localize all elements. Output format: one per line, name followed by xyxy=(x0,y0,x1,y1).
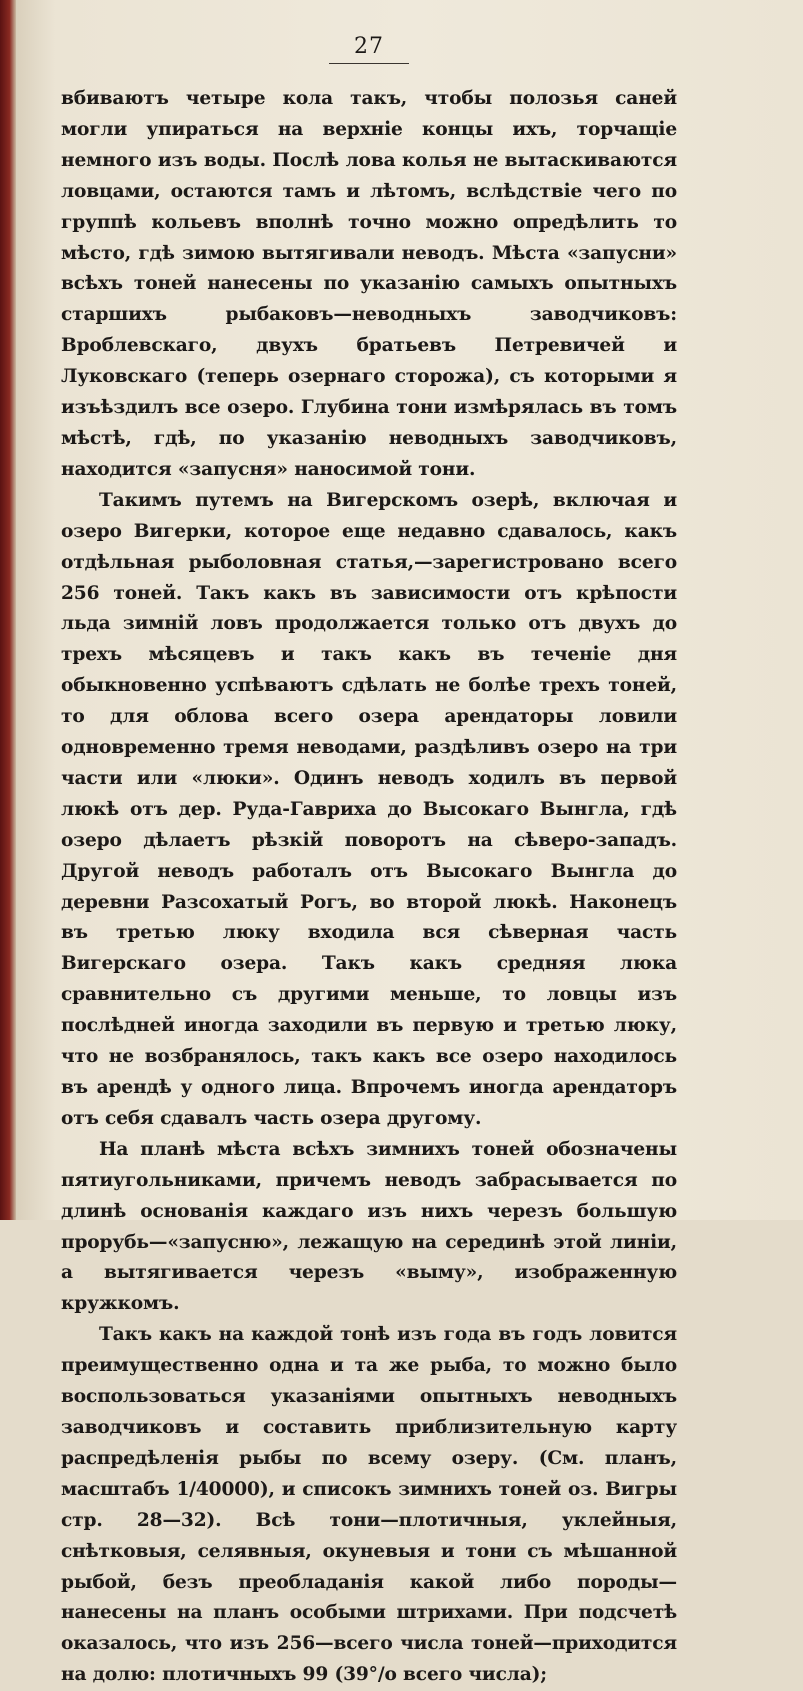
book-page xyxy=(16,0,803,1686)
book-spine xyxy=(0,0,16,1220)
paragraph: вбиваютъ четыре кола такъ, чтобы полозья саней могли упираться на верхнiе концы ихъ, торчащiе немного изъ воды. Послѣ лова колья не вытаскиваются ловцами, остаются тамъ и лѣтомъ, вслѣдствiе чего по группѣ кольевъ вполнѣ точно можно опредѣлить то мѣсто, гдѣ зимою вытягивали неводъ. Мѣста «запусни» всѣхъ тоней нанесены по указанiю самыхъ опытныхъ старшихъ рыбаковъ—неводныхъ заводчиковъ: Вроблевскаго, двухъ братьевъ Петревичей и Луковскаго (теперь озернаго сторожа), съ которыми я изъѣздилъ все озеро. Глубина тони измѣрялась въ томъ мѣстѣ, гдѣ, по указанiю неводныхъ заводчиковъ, находится «запусня» наносимой тони. xyxy=(61,88,677,480)
paragraph: Такъ какъ на каждой тонѣ изъ года въ годъ ловится преимущественно одна и та же рыба, то можно было воспользоваться указанiями опытныхъ неводныхъ заводчиковъ и составить приблизительную карту распредѣленiя рыбы по всему озеру. (См. планъ, масштабъ 1/40000), и списокъ зимнихъ тоней оз. Вигры стр. 28—32). Всѣ тони—плотичныя, уклейныя, снѣтковыя, селявныя, окуневыя и тони съ мѣшанной рыбой, безъ преобладанiя какой либо породы—нанесены на планъ особыми штрихами. При подсчетѣ оказалось, что изъ 256—всего числа тоней—приходится на долю: плотичныхъ 99 (39°/о всего числа); xyxy=(61,1324,677,1686)
paragraph: Такимъ путемъ на Вигерскомъ озерѣ, включая и озеро Вигерки, которое еще недавно сдавалось, какъ отдѣльная рыболовная статья,—зарегистровано всего 256 тоней. Такъ какъ въ зависимости отъ крѣпости льда зимнiй ловъ продолжается только отъ двухъ до трехъ мѣсяцевъ и такъ какъ въ теченiе дня обыкновенно успѣваютъ сдѣлать не болѣе трехъ тоней, то для облова всего озера арендаторы ловили одновременно тремя неводами, раздѣливъ озеро на три части или «люки». Одинъ неводъ ходилъ въ первой люкѣ отъ дер. Руда-Гавриха до Высокаго Вынгла, гдѣ озеро дѣлаетъ рѣзкiй поворотъ на сѣверо-западъ. Другой неводъ работалъ отъ Высокаго Вынгла до деревни Разсохатый Рогъ, во второй люкѣ. Наконецъ въ третью люку входила вся сѣверная часть Вигерскаго озера. Такъ какъ средняя люка сравнительно съ другими меньше, то ловцы изъ послѣдней иногда заходили въ первую и третью люку, что не возбранялось, такъ какъ все озеро находилось въ арендѣ у одного лица. Впрочемъ иногда арендаторъ отъ себя сдавалъ часть озера другому. xyxy=(61,489,677,1129)
paragraph: На планѣ мѣста всѣхъ зимнихъ тоней обозначены пятиугольниками, причемъ неводъ забрасывается по длинѣ основанiя каждаго изъ нихъ черезъ большую прорубь—«запусню», лежащую на серединѣ этой линiи, а вытягивается черезъ «выму», изображенную кружкомъ. xyxy=(61,1138,677,1315)
page-number-rule xyxy=(329,63,409,64)
body-text xyxy=(61,84,677,1691)
page-number: 27 xyxy=(354,34,384,59)
